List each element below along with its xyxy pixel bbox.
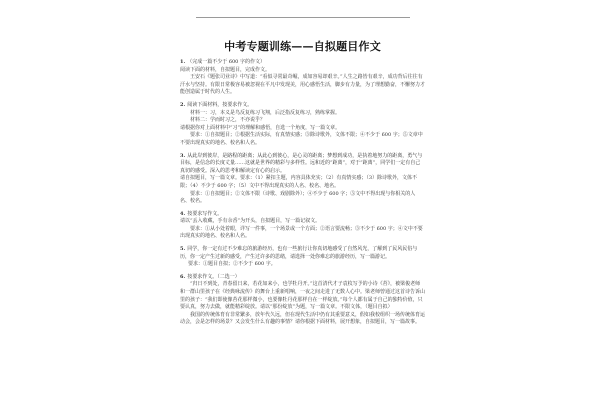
question-1	[180, 59, 425, 97]
question-4	[180, 211, 425, 241]
paragraph: 要求：①题目自拟；②不少于 600 字。	[188, 261, 276, 268]
question-number: 1.	[180, 59, 186, 65]
question-3	[180, 153, 425, 206]
top-divider	[196, 17, 410, 18]
question-number: 3.	[180, 152, 186, 159]
question-5	[180, 246, 425, 269]
question-prompt: 按要求作文。（二选一）	[187, 273, 240, 280]
paragraph: 请自拟题目，写一篇文章。要求：（1）紧扣主题，内容具体充实；（2）有真情实感；（3）除诗歌外，文体不限；（4）不少于 600 字；（5）文中不得出现真实的人名、校名、地名。	[180, 175, 418, 189]
paragraph: 阅读下面的材料，自拟题目，完成作文。	[180, 66, 271, 73]
question-prompt: 阅读下面材料，按要求作文。	[187, 101, 253, 108]
question-2-heading	[180, 102, 425, 110]
paragraph: 要求：①自拟题目；②根据生活实际，有真情实感；③除诗歌外，文体不限；④不少于 600 字；⑤文章中不要出现真实的地名、校名和人名。	[180, 132, 423, 146]
question-3-heading	[180, 153, 425, 176]
paragraph: 要求：①自拟题目；②文体不限（诗歌、戏剧除外）；④不少于 600 字；⑤文中不得出现与你相关的人名、校名。	[180, 190, 416, 205]
question-number: 5.	[180, 246, 186, 253]
question-2	[180, 102, 425, 148]
document-title: 中考专题训练——自拟题目作文	[224, 40, 381, 53]
paragraph: 材料二：学而时习之，不亦说乎？	[190, 117, 266, 124]
paragraph: 材料一：习，本义是鸟反复练习飞翔，后泛指反复练习，熟练掌握。	[190, 109, 341, 116]
question-1-heading	[180, 59, 425, 67]
paragraph: 请以“丢入收藏，手有余香”为开头，自拟题目，写一篇记叙文。	[180, 218, 321, 225]
question-prompt: 同学，你一定有过不少难忘的旅游经历，也有一些旅行让你真切地感受了自然风光，了解到了民风民俗与历，你一定产生过新的感受，产生过许多的思绪，请选择一处你难忘的旅游经历，写一篇游记。	[180, 246, 418, 260]
document-body	[180, 38, 425, 332]
paragraph: 要求：①从小处着眼，详写一件事，一个场景或一个方面；②语言要流畅；③不少于 600 字；④文中不要出现真实的地名、校名和人名。	[180, 225, 423, 240]
paragraph: 我国的传统体育有非常繁多，放年代久远，但在现代生活中仍有其重要意义，假如我校组织一场传统体育运动会，会是怎样的场景？又会发生什么有趣的事情？请你根据下面材料，展开想象，自拟题目，写一篇故事。	[180, 311, 426, 326]
paragraph: 王安石《题张司业诗》中写道：“看似寻常最奇崛，成如容易却艰辛。”人生之路皆有艰辛，成功背后往往有汗水与坚持。有限日常极容易被忽视在平凡中发现美，用心感悟生活，脚步有力量，为了理想勤奋，不懈努力才能创造属于时代的人生。	[180, 74, 426, 96]
question-number: 2.	[180, 101, 186, 108]
question-number: 4.	[180, 210, 186, 217]
question-prompt: （完成一篇不少于 600 字的作文）	[187, 59, 265, 65]
question-5-heading	[180, 246, 425, 261]
question-number: 6.	[180, 273, 186, 280]
question-6	[180, 274, 425, 327]
question-prompt: 从此岸到彼岸，是路程的距离；从此心到彼心，是心灵的距离；梦想到成功，是执着地努力的距离，勇气与目标，是信念的长度丈量……这就是世界的精彩与多样性。远和近的“距离”，对于“距离”，同学们一定有自己真切的感受。深入的思考和解读定有心的启示。	[180, 152, 423, 174]
paragraph: 请根据你对上面材料中“习”的理解和感悟，自选一个角度，写一篇文章。	[180, 124, 341, 131]
paragraph: “归日不到处，青春留日来，若花如来小，也学牡丹开。”这首清代才子袁枚写予的小诗《苔》，被梁俊老师和一群山里孩子在《经典咏流传》的舞台上重新唱响，一夜之间走进了无数人心中。梁老师曾通过这首诗告诉山里的孩子：“我们即使像苔花那样微小，也要像牡丹花那样自在一样绽放。”每个人都有属于自己的独特价值，只要认真，努力去做，就能精彩绽放。请以“那份绽放”为题，写一篇文章。不限文体，（题目自拟）	[180, 281, 426, 311]
question-prompt: 按要求写作文。	[187, 210, 223, 217]
